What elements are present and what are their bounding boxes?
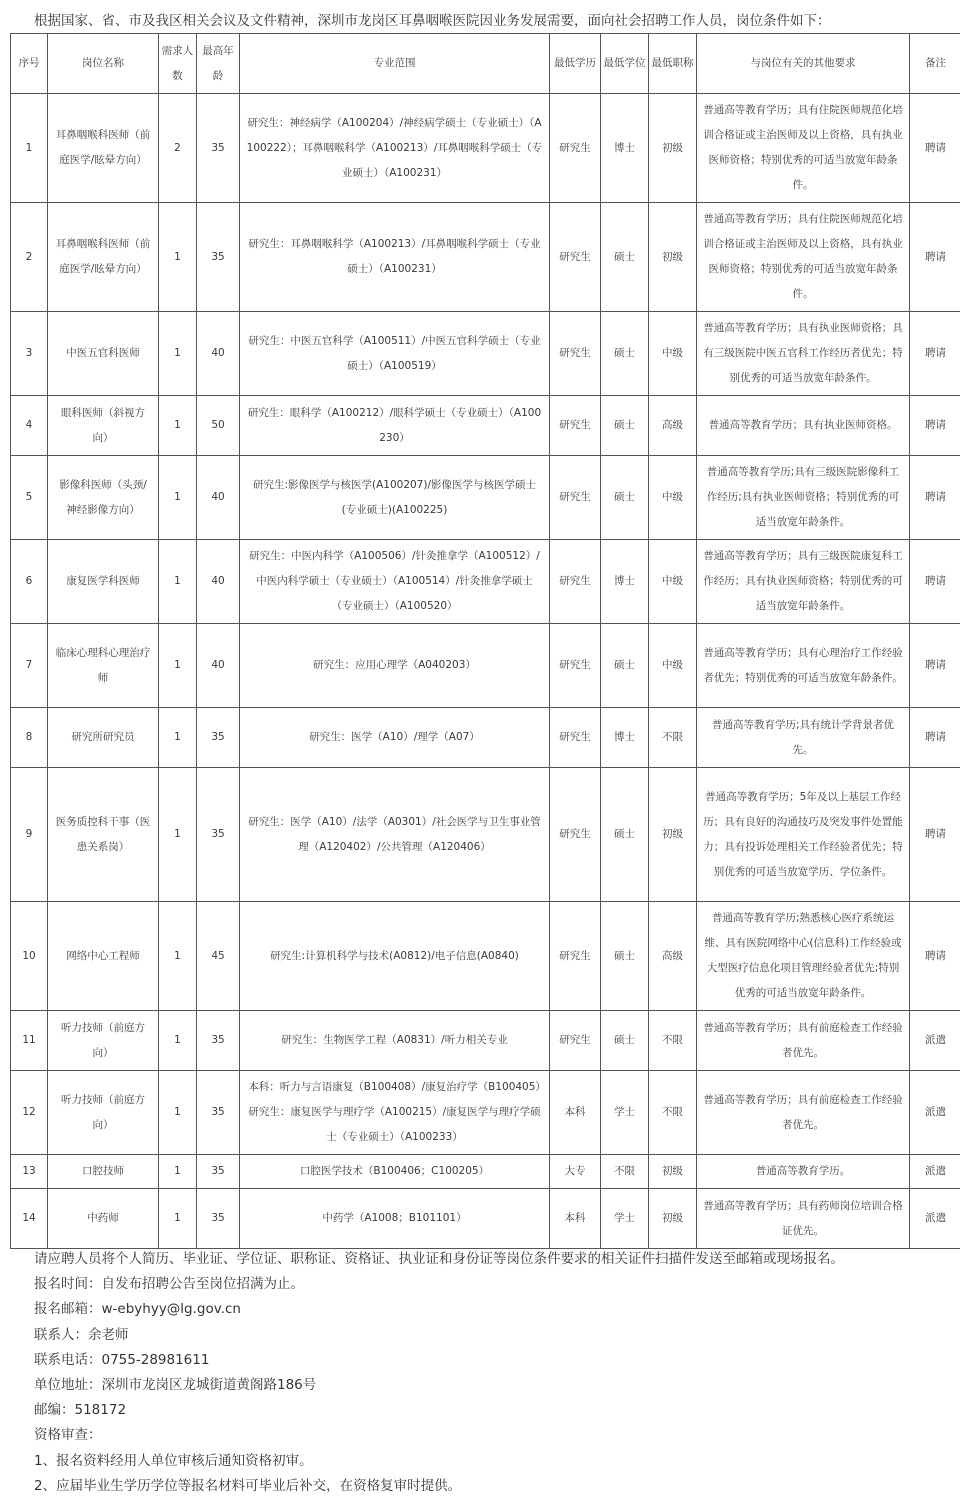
- cell-degree: 博士: [601, 708, 649, 768]
- cell-name: 中医五官科医师: [48, 312, 159, 396]
- cell-degree: 博士: [601, 540, 649, 624]
- cell-no: 9: [11, 768, 48, 902]
- cell-note: 聘请: [910, 94, 960, 203]
- cell-age: 40: [197, 540, 240, 624]
- cell-count: 1: [159, 312, 197, 396]
- cell-age: 35: [197, 1155, 240, 1189]
- cell-edu: 研究生: [550, 708, 601, 768]
- cell-edu: 研究生: [550, 902, 601, 1011]
- cell-degree: 博士: [601, 94, 649, 203]
- cell-age: 35: [197, 768, 240, 902]
- cell-edu: 研究生: [550, 624, 601, 708]
- cell-count: 1: [159, 902, 197, 1011]
- cell-count: 1: [159, 624, 197, 708]
- cell-count: 1: [159, 1155, 197, 1189]
- table-row: [11, 1155, 960, 1189]
- cell-major: 研究生：应用心理学（A040203）: [240, 624, 550, 708]
- cell-no: 7: [11, 624, 48, 708]
- table-row: [11, 94, 960, 203]
- cell-other: 普通高等教育学历；具有药师岗位培训合格证优先。: [697, 1189, 910, 1249]
- header-edu: 最低学历: [550, 34, 601, 94]
- cell-note: 派遣: [910, 1011, 960, 1071]
- cell-count: 2: [159, 94, 197, 203]
- cell-other: 普通高等教育学历;具有三级医院影像科工作经历;具有执业医师资格；特别优秀的可适当放宽年龄条件。: [697, 456, 910, 540]
- cell-edu: 本科: [550, 1189, 601, 1249]
- recruitment-table: [10, 33, 960, 1249]
- cell-note: 聘请: [910, 540, 960, 624]
- footer-review-item-1: 1、报名资料经用人单位审核后通知资格初审。: [34, 1449, 944, 1474]
- cell-no: 11: [11, 1011, 48, 1071]
- cell-age: 35: [197, 708, 240, 768]
- table-row: [11, 456, 960, 540]
- cell-name: 临床心理科心理治疗师: [48, 624, 159, 708]
- header-title: 最低职称: [649, 34, 697, 94]
- cell-major: 研究生：中医五官科学（A100511）/中医五官科学硕士（专业硕士）（A100519）: [240, 312, 550, 396]
- table-row: [11, 708, 960, 768]
- cell-other: 普通高等教育学历；具有心理治疗工作经验者优先；特别优秀的可适当放宽年龄条件。: [697, 624, 910, 708]
- cell-name: 网络中心工程师: [48, 902, 159, 1011]
- cell-major: 研究生：生物医学工程（A0831）/听力相关专业: [240, 1011, 550, 1071]
- cell-name: 中药师: [48, 1189, 159, 1249]
- header-no: 序号: [11, 34, 48, 94]
- cell-note: 聘请: [910, 396, 960, 456]
- cell-name: 口腔技师: [48, 1155, 159, 1189]
- cell-count: 1: [159, 1189, 197, 1249]
- cell-other: 普通高等教育学历；5年及以上基层工作经历；具有良好的沟通技巧及突发事件处置能力；具有投诉处理相关工作经验者优先；特别优秀的可适当放宽学历、学位条件。: [697, 768, 910, 902]
- cell-age: 35: [197, 94, 240, 203]
- footer-contact-person: 联系人：余老师: [34, 1323, 944, 1348]
- cell-name: 研究所研究员: [48, 708, 159, 768]
- cell-age: 35: [197, 1011, 240, 1071]
- cell-note: 聘请: [910, 312, 960, 396]
- cell-other: 普通高等教育学历；具有住院医师规范化培训合格证或主治医师及以上资格，具有执业医师资格；特别优秀的可适当放宽年龄条件。: [697, 203, 910, 312]
- cell-note: 聘请: [910, 456, 960, 540]
- cell-note: 派遣: [910, 1189, 960, 1249]
- cell-name: 听力技师（前庭方向）: [48, 1071, 159, 1155]
- footer-instructions: 请应聘人员将个人简历、毕业证、学位证、职称证、资格证、执业证和身份证等岗位条件要求的相关证件扫描件发送至邮箱或现场报名。: [34, 1247, 944, 1272]
- header-other: 与岗位有关的其他要求: [697, 34, 910, 94]
- cell-age: 50: [197, 396, 240, 456]
- table-row: [11, 902, 960, 1011]
- cell-other: 普通高等教育学历；具有前庭检查工作经验者优先。: [697, 1071, 910, 1155]
- cell-note: 聘请: [910, 708, 960, 768]
- cell-name: 耳鼻咽喉科医师（前庭医学/眩晕方向）: [48, 94, 159, 203]
- cell-degree: 硕士: [601, 902, 649, 1011]
- cell-title: 中级: [649, 312, 697, 396]
- cell-degree: 硕士: [601, 396, 649, 456]
- intro-text: 根据国家、省、市及我区相关会议及文件精神，深圳市龙岗区耳鼻咽喉医院因业务发展需要，面向社会招聘工作人员，岗位条件如下：: [34, 11, 944, 31]
- cell-edu: 研究生: [550, 456, 601, 540]
- cell-no: 8: [11, 708, 48, 768]
- cell-title: 中级: [649, 540, 697, 624]
- cell-major: 研究生:影像医学与核医学(A100207)/影像医学与核医学硕士(专业硕士)(A100225): [240, 456, 550, 540]
- cell-title: 中级: [649, 624, 697, 708]
- cell-title: 不限: [649, 708, 697, 768]
- cell-age: 45: [197, 902, 240, 1011]
- cell-degree: 硕士: [601, 624, 649, 708]
- footer-address: 单位地址：深圳市龙岗区龙城街道黄阁路186号: [34, 1373, 944, 1398]
- cell-other: 普通高等教育学历。: [697, 1155, 910, 1189]
- cell-name: 康复医学科医师: [48, 540, 159, 624]
- cell-count: 1: [159, 768, 197, 902]
- cell-edu: 大专: [550, 1155, 601, 1189]
- cell-major: 口腔医学技术（B100406；C100205）: [240, 1155, 550, 1189]
- cell-name: 耳鼻咽喉科医师（前庭医学/眩晕方向）: [48, 203, 159, 312]
- cell-degree: 学士: [601, 1189, 649, 1249]
- cell-note: 聘请: [910, 768, 960, 902]
- cell-edu: 研究生: [550, 312, 601, 396]
- cell-edu: 研究生: [550, 540, 601, 624]
- header-major: 专业范围: [240, 34, 550, 94]
- cell-no: 13: [11, 1155, 48, 1189]
- cell-no: 2: [11, 203, 48, 312]
- cell-title: 初级: [649, 1189, 697, 1249]
- cell-major: 本科：听力与言语康复（B100408）/康复治疗学（B100405）研究生：康复医学与理疗学（A100215）/康复医学与理疗学硕士（专业硕士）（A100233）: [240, 1071, 550, 1155]
- cell-edu: 本科: [550, 1071, 601, 1155]
- cell-major: 中药学（A1008；B101101）: [240, 1189, 550, 1249]
- footer-registration-time: 报名时间：自发布招聘公告至岗位招满为止。: [34, 1272, 944, 1297]
- table-row: [11, 312, 960, 396]
- cell-title: 高级: [649, 396, 697, 456]
- cell-edu: 研究生: [550, 203, 601, 312]
- cell-degree: 不限: [601, 1155, 649, 1189]
- cell-title: 中级: [649, 456, 697, 540]
- cell-major: 研究生：医学（A10）/法学（A0301）/社会医学与卫生事业管理（A120402）/公共管理（A120406）: [240, 768, 550, 902]
- cell-age: 40: [197, 456, 240, 540]
- cell-note: 聘请: [910, 203, 960, 312]
- cell-no: 5: [11, 456, 48, 540]
- cell-no: 4: [11, 396, 48, 456]
- cell-name: 听力技师（前庭方向）: [48, 1011, 159, 1071]
- cell-age: 40: [197, 624, 240, 708]
- cell-note: 聘请: [910, 624, 960, 708]
- cell-degree: 硕士: [601, 312, 649, 396]
- cell-note: 派遣: [910, 1155, 960, 1189]
- cell-title: 高级: [649, 902, 697, 1011]
- table-row: [11, 203, 960, 312]
- header-name: 岗位名称: [48, 34, 159, 94]
- header-degree: 最低学位: [601, 34, 649, 94]
- cell-degree: 硕士: [601, 1011, 649, 1071]
- cell-age: 35: [197, 1071, 240, 1155]
- cell-other: 普通高等教育学历；具有住院医师规范化培训合格证或主治医师及以上资格，具有执业医师资格；特别优秀的可适当放宽年龄条件。: [697, 94, 910, 203]
- cell-edu: 研究生: [550, 768, 601, 902]
- cell-count: 1: [159, 708, 197, 768]
- cell-title: 初级: [649, 768, 697, 902]
- footer-email: 报名邮箱：w-ebyhyy@lg.gov.cn: [34, 1297, 944, 1322]
- cell-title: 不限: [649, 1011, 697, 1071]
- footer-phone: 联系电话：0755-28981611: [34, 1348, 944, 1373]
- table-row: [11, 768, 960, 902]
- cell-title: 不限: [649, 1071, 697, 1155]
- cell-name: 医务质控科干事（医患关系岗）: [48, 768, 159, 902]
- footer-review-item-2: 2、应届毕业生学历学位等报名材料可毕业后补交，在资格复审时提供。: [34, 1474, 944, 1499]
- cell-other: 普通高等教育学历；具有执业医师资格。: [697, 396, 910, 456]
- table-row: [11, 1011, 960, 1071]
- cell-title: 初级: [649, 1155, 697, 1189]
- cell-name: 影像科医师（头颈/神经影像方向）: [48, 456, 159, 540]
- footer-review-heading: 资格审查：: [34, 1423, 944, 1448]
- cell-other: 普通高等教育学历；具有三级医院康复科工作经历；具有执业医师资格；特别优秀的可适当放宽年龄条件。: [697, 540, 910, 624]
- footer-postcode: 邮编：518172: [34, 1398, 944, 1423]
- cell-count: 1: [159, 1071, 197, 1155]
- cell-major: 研究生：眼科学（A100212）/眼科学硕士（专业硕士）（A100230）: [240, 396, 550, 456]
- table-row: [11, 624, 960, 708]
- cell-no: 3: [11, 312, 48, 396]
- cell-degree: 硕士: [601, 203, 649, 312]
- cell-major: 研究生：医学（A10）/理学（A07）: [240, 708, 550, 768]
- cell-edu: 研究生: [550, 1011, 601, 1071]
- cell-count: 1: [159, 456, 197, 540]
- cell-no: 1: [11, 94, 48, 203]
- cell-degree: 硕士: [601, 768, 649, 902]
- cell-edu: 研究生: [550, 396, 601, 456]
- cell-count: 1: [159, 396, 197, 456]
- cell-other: 普通高等教育学历;具有统计学背景者优先。: [697, 708, 910, 768]
- cell-no: 10: [11, 902, 48, 1011]
- cell-other: 普通高等教育学历；具有执业医师资格；具有三级医院中医五官科工作经历者优先；特别优秀的可适当放宽年龄条件。: [697, 312, 910, 396]
- table-row: [11, 396, 960, 456]
- cell-degree: 学士: [601, 1071, 649, 1155]
- cell-age: 35: [197, 203, 240, 312]
- cell-other: 普通高等教育学历;熟悉核心医疗系统运维、具有医院网络中心(信息科)工作经验或大型医疗信息化项目管理经验者优先;特别优秀的可适当放宽年龄条件。: [697, 902, 910, 1011]
- footer-notes: [34, 1247, 944, 1499]
- header-note: 备注: [910, 34, 960, 94]
- cell-title: 初级: [649, 203, 697, 312]
- table-row: [11, 1189, 960, 1249]
- cell-major: 研究生：中医内科学（A100506）/针灸推拿学（A100512）/中医内科学硕士（专业硕士）（A100514）/针灸推拿学硕士（专业硕士）（A100520）: [240, 540, 550, 624]
- cell-degree: 硕士: [601, 456, 649, 540]
- cell-count: 1: [159, 1011, 197, 1071]
- table-row: [11, 1071, 960, 1155]
- header-count: 需求人数: [159, 34, 197, 94]
- cell-major: 研究生：神经病学（A100204）/神经病学硕士（专业硕士）（A100222）；耳鼻咽喉科学（A100213）/耳鼻咽喉科学硕士（专业硕士）（A100231）: [240, 94, 550, 203]
- header-age: 最高年龄: [197, 34, 240, 94]
- cell-age: 35: [197, 1189, 240, 1249]
- cell-major: 研究生:计算机科学与技术(A0812)/电子信息(A0840): [240, 902, 550, 1011]
- cell-count: 1: [159, 203, 197, 312]
- cell-age: 40: [197, 312, 240, 396]
- cell-count: 1: [159, 540, 197, 624]
- cell-no: 14: [11, 1189, 48, 1249]
- table-row: [11, 540, 960, 624]
- cell-name: 眼科医师（斜视方向）: [48, 396, 159, 456]
- cell-other: 普通高等教育学历；具有前庭检查工作经验者优先。: [697, 1011, 910, 1071]
- cell-edu: 研究生: [550, 94, 601, 203]
- cell-note: 派遣: [910, 1071, 960, 1155]
- table-header-row: [11, 34, 960, 94]
- cell-title: 初级: [649, 94, 697, 203]
- cell-major: 研究生：耳鼻咽喉科学（A100213）/耳鼻咽喉科学硕士（专业硕士）（A100231）: [240, 203, 550, 312]
- cell-no: 6: [11, 540, 48, 624]
- cell-note: 聘请: [910, 902, 960, 1011]
- cell-no: 12: [11, 1071, 48, 1155]
